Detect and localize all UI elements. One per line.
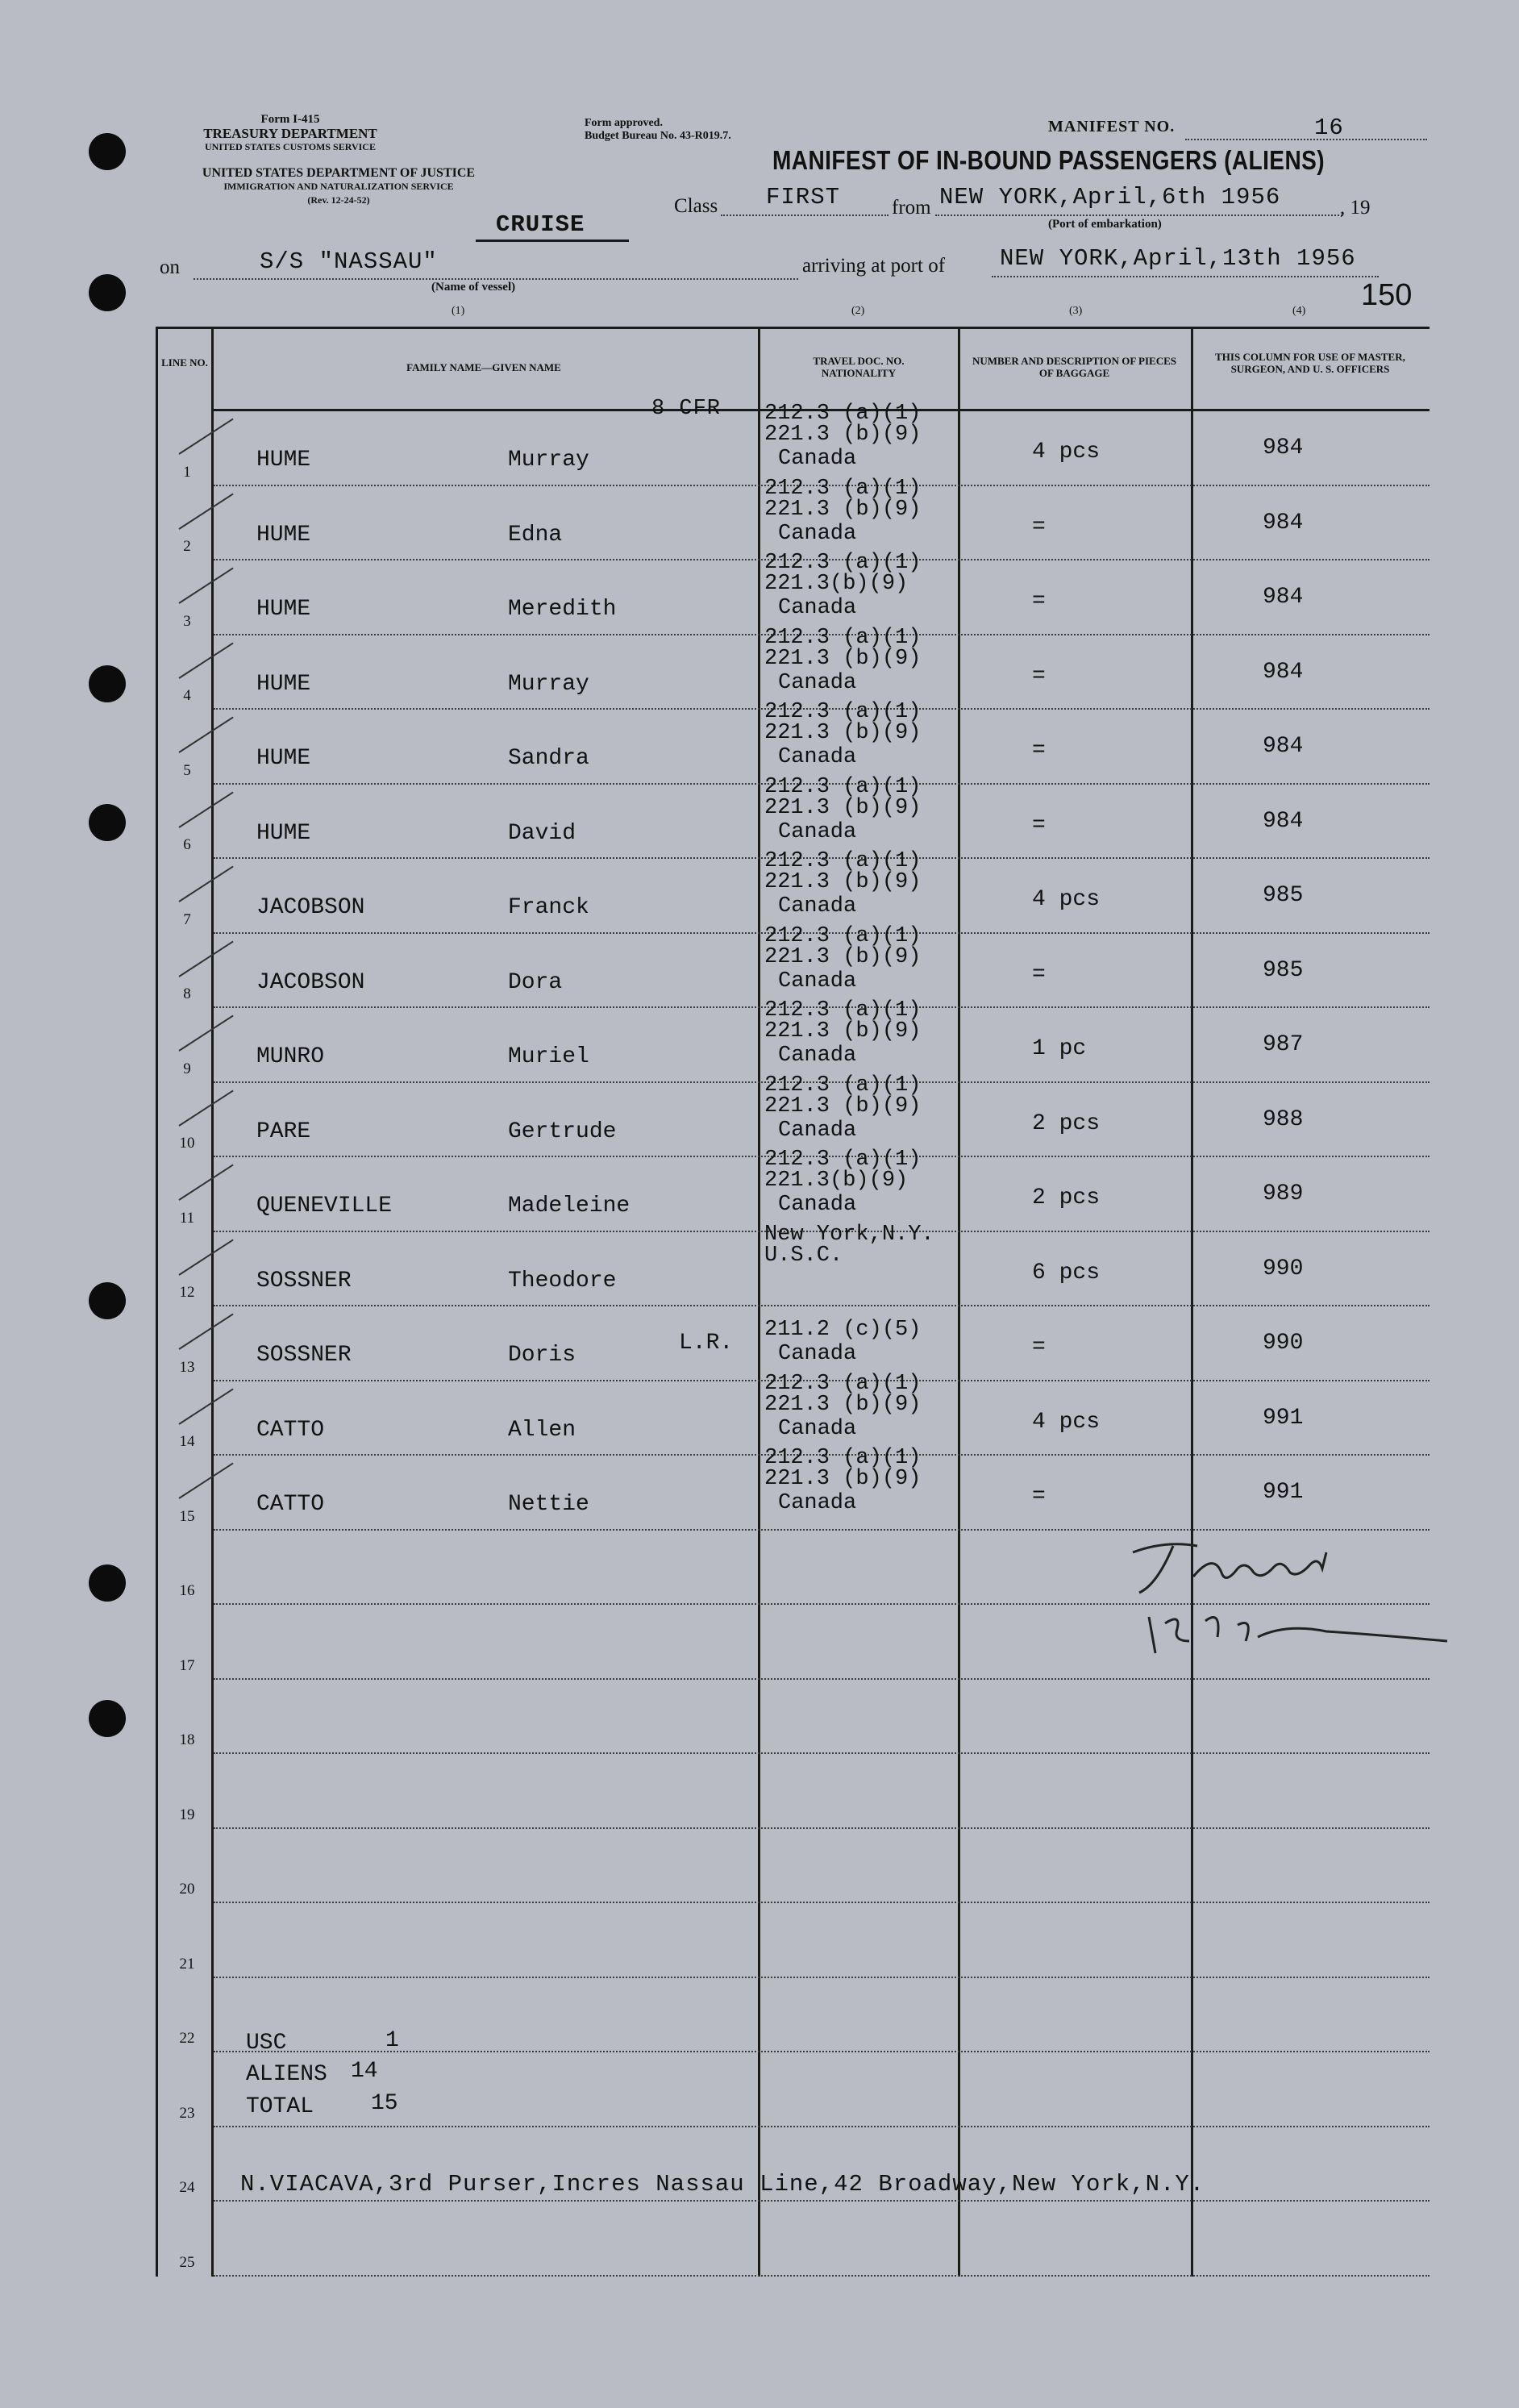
line-number: 25 xyxy=(179,2253,195,2271)
baggage: = xyxy=(1032,738,1046,763)
check-mark xyxy=(178,1314,233,1350)
vessel-line xyxy=(194,278,798,280)
family-name: QUENEVILLE xyxy=(256,1194,393,1219)
total-value: 15 xyxy=(371,2091,398,2116)
baggage: 4 pcs xyxy=(1032,887,1101,912)
travel-doc-line2: 221.3 (b)(9) xyxy=(764,795,922,820)
family-name: HUME xyxy=(256,597,311,622)
binder-hole xyxy=(89,1700,126,1737)
travel-doc-line2: 221.3(b)(9) xyxy=(764,572,909,596)
nationality: Canada xyxy=(778,1491,857,1515)
officer-code: 991 xyxy=(1263,1405,1304,1431)
officer-code: 991 xyxy=(1263,1480,1304,1505)
arriving-value: NEW YORK,April,13th 1956 xyxy=(1000,245,1356,272)
line-number: 20 xyxy=(179,1881,195,1898)
officer-code: 990 xyxy=(1263,1331,1304,1356)
line-number: 2 xyxy=(183,538,191,555)
given-name: Meredith xyxy=(508,597,617,622)
given-name: Murray xyxy=(508,671,589,697)
check-mark xyxy=(178,866,233,902)
port-embarkation-label: (Port of embarkation) xyxy=(1048,218,1162,231)
given-name: Madeleine xyxy=(508,1194,630,1219)
travel-doc-line2: 221.3 (b)(9) xyxy=(764,1094,922,1119)
family-name: CATTO xyxy=(256,1492,325,1517)
line-number: 13 xyxy=(179,1358,195,1376)
on-label: on xyxy=(160,256,180,278)
rev-label: (Rev. 12-24-52) xyxy=(307,194,370,206)
col-header-travel-doc: TRAVEL DOC. NO. NATIONALITY xyxy=(813,355,905,379)
given-name: Sandra xyxy=(508,746,589,771)
nationality: Canada xyxy=(778,1416,857,1441)
line-number: 19 xyxy=(179,1806,195,1823)
check-mark xyxy=(178,940,233,977)
cfr-note: 8 CFR xyxy=(651,397,722,421)
given-name: Dora xyxy=(508,969,563,995)
manifest-no-line xyxy=(1185,139,1427,140)
travel-doc-line2: 221.3 (b)(9) xyxy=(764,646,922,671)
check-mark xyxy=(178,1388,233,1424)
row-divider xyxy=(214,1902,1430,1903)
baggage: = xyxy=(1032,961,1046,987)
line-number: 10 xyxy=(179,1135,195,1152)
travel-doc-line1: 212.3 (a)(1) xyxy=(764,551,922,575)
check-mark xyxy=(178,1239,233,1275)
check-mark xyxy=(178,1463,233,1499)
form-number: Form I-415 xyxy=(260,113,320,126)
given-name: Doris xyxy=(508,1343,576,1368)
note-label: L.R. xyxy=(679,1331,734,1356)
travel-doc-line1: 212.3 (a)(1) xyxy=(764,849,922,873)
officer-code: 984 xyxy=(1263,734,1304,759)
travel-doc-line2: 221.3 (b)(9) xyxy=(764,944,922,969)
officer-code: 984 xyxy=(1263,435,1304,460)
total-label: TOTAL xyxy=(246,2094,314,2119)
given-name: David xyxy=(508,820,576,846)
row-divider xyxy=(214,2200,1430,2202)
col-header-line-no: LINE NO. xyxy=(161,356,208,369)
check-mark xyxy=(178,568,233,604)
line-number: 24 xyxy=(179,2179,195,2196)
line-number: 3 xyxy=(183,612,191,630)
usc-value: 1 xyxy=(385,2028,399,2053)
given-name: Murray xyxy=(508,448,589,473)
family-name: SOSSNER xyxy=(256,1343,352,1368)
officer-code: 990 xyxy=(1263,1256,1304,1281)
family-name: JACOBSON xyxy=(256,895,365,920)
row-divider xyxy=(214,2126,1430,2127)
from-line xyxy=(935,215,1342,216)
treasury-label: TREASURY DEPARTMENT xyxy=(203,126,377,141)
given-name: Nettie xyxy=(508,1492,589,1517)
family-name: HUME xyxy=(256,671,311,697)
travel-doc-line2: 221.3 (b)(9) xyxy=(764,423,922,447)
check-mark xyxy=(178,642,233,678)
col-num-1: (1) xyxy=(452,305,465,317)
baggage: = xyxy=(1032,663,1046,689)
travel-doc-line2: 221.3 (b)(9) xyxy=(764,1467,922,1491)
given-name: Franck xyxy=(508,895,589,920)
row-divider xyxy=(214,1752,1430,1754)
row-divider xyxy=(214,1827,1430,1829)
officer-code: 984 xyxy=(1263,659,1304,685)
family-name: HUME xyxy=(256,820,311,846)
family-name: JACOBSON xyxy=(256,969,365,995)
officer-code: 985 xyxy=(1263,883,1304,908)
binder-hole xyxy=(89,274,126,311)
line-number: 8 xyxy=(183,985,191,1002)
check-mark xyxy=(178,791,233,827)
col-header-baggage: NUMBER AND DESCRIPTION OF PIECES OF BAGGAGE xyxy=(972,355,1177,379)
officer-code: 984 xyxy=(1263,585,1304,610)
given-name: Muriel xyxy=(508,1044,589,1069)
year-label: , 19 xyxy=(1340,197,1371,219)
travel-doc-line2: U.S.C. xyxy=(764,1243,843,1268)
line-number: 18 xyxy=(179,1731,195,1748)
baggage: 6 pcs xyxy=(1032,1260,1101,1285)
check-mark xyxy=(178,419,233,455)
family-name: SOSSNER xyxy=(256,1268,352,1294)
row-divider xyxy=(214,1305,1430,1306)
line-number: 16 xyxy=(179,1582,195,1599)
travel-doc-line1: 212.3 (a)(1) xyxy=(764,476,922,501)
travel-doc-line2: 221.3 (b)(9) xyxy=(764,1019,922,1044)
nationality: Canada xyxy=(778,1193,857,1217)
page-number: 150 xyxy=(1361,278,1413,312)
class-label: Class xyxy=(674,195,718,217)
nationality: Canada xyxy=(778,521,857,546)
nationality: Canada xyxy=(778,1342,857,1366)
baggage: = xyxy=(1032,1484,1046,1509)
binder-hole xyxy=(89,133,126,170)
aliens-label: ALIENS xyxy=(246,2062,327,2087)
baggage: 1 pc xyxy=(1032,1036,1087,1061)
class-line xyxy=(721,215,889,216)
family-name: CATTO xyxy=(256,1417,325,1443)
nationality: Canada xyxy=(778,894,857,919)
arriving-line xyxy=(992,276,1379,277)
baggage: 2 pcs xyxy=(1032,1185,1101,1210)
line-number: 9 xyxy=(183,1060,191,1077)
line-number: 14 xyxy=(179,1433,195,1450)
travel-doc-line2: 221.3 (b)(9) xyxy=(764,497,922,522)
travel-doc-line1: 212.3 (a)(1) xyxy=(764,1148,922,1172)
travel-doc-line2: 211.2 (c)(5) xyxy=(764,1318,922,1342)
customs-label: UNITED STATES CUSTOMS SERVICE xyxy=(205,141,376,152)
line-col-border xyxy=(211,327,214,2277)
line-number: 21 xyxy=(179,1955,195,1973)
line-number: 15 xyxy=(179,1507,195,1525)
baggage: = xyxy=(1032,514,1046,540)
baggage: = xyxy=(1032,589,1046,614)
purser-line: N.VIACAVA,3rd Purser,Incres Nassau Line,42 Broadway,New York,N.Y. xyxy=(240,2171,1205,2198)
bag-col-border xyxy=(1191,327,1193,2277)
vessel-label: (Name of vessel) xyxy=(431,281,516,294)
binder-hole xyxy=(89,1282,126,1319)
officer-code: 987 xyxy=(1263,1032,1304,1057)
travel-doc-line1: 212.3 (a)(1) xyxy=(764,1446,922,1470)
line-number: 7 xyxy=(183,910,191,928)
nationality: Canada xyxy=(778,969,857,994)
family-name: PARE xyxy=(256,1119,311,1144)
nationality: Canada xyxy=(778,1044,857,1068)
line-number: 5 xyxy=(183,761,191,779)
name-col-border xyxy=(758,327,760,2277)
officer-signature xyxy=(1117,1528,1455,1665)
travel-doc-line1: 212.3 (a)(1) xyxy=(764,1073,922,1098)
given-name: Gertrude xyxy=(508,1119,617,1144)
officer-code: 989 xyxy=(1263,1181,1304,1206)
travel-doc-line1: 212.3 (a)(1) xyxy=(764,923,922,948)
form-approved: Form approved. xyxy=(585,117,663,129)
table-left-border xyxy=(156,327,158,2277)
line-number: 22 xyxy=(179,2030,195,2047)
given-name: Edna xyxy=(508,522,563,548)
officer-code: 988 xyxy=(1263,1106,1304,1132)
nationality: Canada xyxy=(778,819,857,844)
col-num-4: (4) xyxy=(1292,305,1306,317)
nationality: Canada xyxy=(778,596,857,620)
check-mark xyxy=(178,1164,233,1201)
manifest-title: MANIFEST OF IN-BOUND PASSENGERS (ALIENS) xyxy=(772,145,1325,175)
officer-code: 984 xyxy=(1263,808,1304,834)
arriving-label: arriving at port of xyxy=(802,255,946,277)
baggage: 4 pcs xyxy=(1032,440,1101,465)
travel-doc-line2: 221.3 (b)(9) xyxy=(764,721,922,745)
binder-hole xyxy=(89,804,126,841)
class-value: FIRST xyxy=(766,184,841,210)
col-num-2: (2) xyxy=(851,305,865,317)
row-divider xyxy=(214,1678,1430,1680)
col-num-3: (3) xyxy=(1069,305,1083,317)
check-mark xyxy=(178,1015,233,1052)
nationality: Canada xyxy=(778,447,857,471)
justice-block xyxy=(149,166,528,207)
line-number: 23 xyxy=(179,2104,195,2122)
nationality: Canada xyxy=(778,1118,857,1143)
row-divider xyxy=(214,1977,1430,1978)
nationality: Canada xyxy=(778,670,857,695)
budget-bureau: Budget Bureau No. 43-R019.7. xyxy=(585,130,731,142)
check-mark xyxy=(178,1089,233,1126)
travel-doc-line2: 221.3 (b)(9) xyxy=(764,1392,922,1417)
col-header-officers: THIS COLUMN FOR USE OF MASTER, SURGEON, AND U. S. OFFICERS xyxy=(1215,351,1405,375)
travel-doc-line1: 212.3 (a)(1) xyxy=(764,402,922,426)
baggage: 2 pcs xyxy=(1032,1110,1101,1136)
travel-doc-line1: 212.3 (a)(1) xyxy=(764,1371,922,1396)
justice-label: UNITED STATES DEPARTMENT OF JUSTICE xyxy=(202,166,476,180)
officer-code: 984 xyxy=(1263,510,1304,535)
form-agency-block xyxy=(157,113,423,154)
line-number: 17 xyxy=(179,1656,195,1674)
check-mark xyxy=(178,493,233,529)
baggage: = xyxy=(1032,812,1046,838)
col-header-name: FAMILY NAME—GIVEN NAME xyxy=(406,361,561,373)
family-name: HUME xyxy=(256,522,311,548)
doc-col-border xyxy=(958,327,960,2277)
given-name: Theodore xyxy=(508,1268,617,1294)
family-name: HUME xyxy=(256,448,311,473)
row-divider xyxy=(214,2275,1430,2277)
travel-doc-line1: 212.3 (a)(1) xyxy=(764,998,922,1023)
travel-doc-line1: 212.3 (a)(1) xyxy=(764,625,922,650)
vessel-value: S/S "NASSAU" xyxy=(260,248,438,275)
manifest-no-label: MANIFEST NO. xyxy=(1048,118,1176,135)
travel-doc-line1: New York,N.Y. xyxy=(764,1222,934,1247)
line-number: 1 xyxy=(183,463,191,481)
family-name: MUNRO xyxy=(256,1044,325,1069)
usc-label: USC xyxy=(246,2031,287,2056)
line-number: 12 xyxy=(179,1284,195,1301)
cruise-label: CRUISE xyxy=(496,211,585,238)
family-name: HUME xyxy=(256,746,311,771)
binder-hole xyxy=(89,1564,126,1602)
baggage: = xyxy=(1032,1335,1046,1360)
travel-doc-line2: 221.3 (b)(9) xyxy=(764,870,922,894)
from-label: from xyxy=(892,197,931,219)
travel-doc-line1: 212.3 (a)(1) xyxy=(764,774,922,799)
check-mark xyxy=(178,717,233,753)
line-number: 6 xyxy=(183,836,191,853)
travel-doc-line1: 212.3 (a)(1) xyxy=(764,700,922,724)
manifest-no-value: 16 xyxy=(1314,115,1344,141)
given-name: Allen xyxy=(508,1417,576,1443)
officer-code: 985 xyxy=(1263,957,1304,983)
immigration-label: IMMIGRATION AND NATURALIZATION SERVICE xyxy=(223,181,454,192)
table-top-border xyxy=(156,327,1430,329)
nationality: Canada xyxy=(778,745,857,769)
approval-block xyxy=(585,117,731,143)
binder-hole xyxy=(89,665,126,702)
travel-doc-line2: 221.3(b)(9) xyxy=(764,1169,909,1193)
line-number: 4 xyxy=(183,687,191,704)
from-value: NEW YORK,April,6th 1956 xyxy=(939,184,1281,210)
baggage: 4 pcs xyxy=(1032,1409,1101,1435)
aliens-value: 14 xyxy=(351,2059,378,2084)
cruise-underline xyxy=(476,240,629,242)
line-number: 11 xyxy=(179,1209,195,1227)
